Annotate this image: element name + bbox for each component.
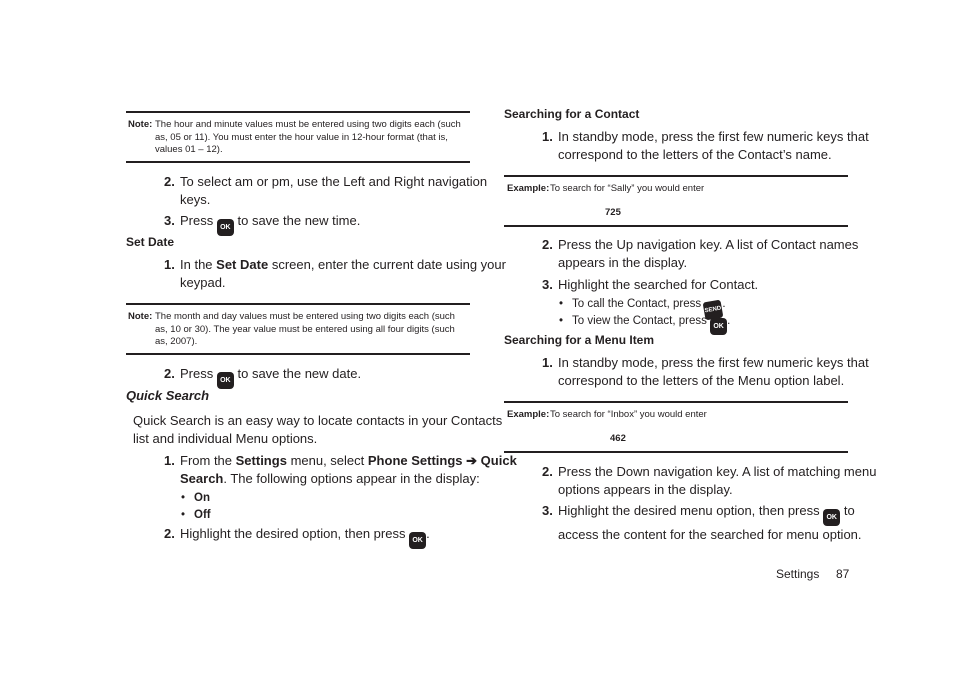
bullet-icon: • — [559, 298, 564, 310]
searching-contact-heading: Searching for a Contact — [504, 107, 640, 121]
step-text-after: to save the new time. — [237, 213, 361, 228]
example-inbox — [504, 401, 848, 453]
step-text-post: . The following options appear in the display: — [223, 471, 480, 486]
step-number: 2. — [542, 464, 553, 479]
footer-section-name: Settings — [776, 567, 820, 581]
note-label: Note: — [128, 119, 153, 130]
ok-key-icon: OK — [823, 509, 840, 526]
option-label: On — [194, 492, 210, 504]
bullet-label: To view the Contact, press — [572, 315, 707, 327]
send-key-icon: SEND — [703, 300, 724, 321]
step-text-pre: From the — [180, 453, 233, 468]
set-date-heading: Set Date — [126, 235, 175, 249]
step-text-before: Press — [180, 366, 214, 381]
set-date-term: Set Date — [216, 257, 269, 272]
bullet-icon: • — [181, 492, 186, 504]
example-value: 725 — [605, 207, 621, 218]
example-sally — [504, 175, 848, 227]
bullet-text — [572, 314, 730, 335]
step-text — [558, 463, 876, 499]
step-text-mid: menu, select — [290, 453, 365, 468]
step-line: options appears in the display. — [558, 482, 733, 497]
bullet-icon: • — [181, 509, 186, 521]
step-number: 3. — [164, 213, 175, 228]
step-number: 2. — [542, 237, 553, 252]
step-number: 2. — [164, 526, 175, 541]
step-text — [180, 256, 506, 292]
step-text — [558, 354, 869, 390]
step-text — [180, 173, 487, 209]
step-text — [180, 212, 360, 236]
phone-settings-term: Phone Settings — [367, 453, 463, 468]
note-label: Note: — [128, 311, 153, 322]
step-text — [558, 502, 862, 544]
step-number: 1. — [164, 257, 175, 272]
bullet-after: . — [727, 315, 731, 327]
step-line: correspond to the letters of the Contact’s name. — [558, 147, 832, 162]
step-text-after: to — [843, 503, 855, 518]
step-text-before: Press — [180, 213, 214, 228]
step-line: In standby mode, press the first few numeric keys that — [558, 129, 869, 144]
step-text — [180, 452, 517, 488]
step-text — [558, 236, 858, 272]
step-line: Press the Down navigation key. A list of matching menu — [558, 464, 877, 479]
step-text-pre: In the — [180, 257, 213, 272]
para-line: list and individual Menu options. — [133, 431, 318, 446]
step-line: access the content for the searched for menu option. — [558, 527, 862, 542]
example-text: To search for “Inbox” you would enter — [550, 409, 707, 420]
settings-term: Settings — [235, 453, 287, 468]
searching-menu-heading: Searching for a Menu Item — [504, 333, 655, 347]
bullet-label: To call the Contact, press — [572, 298, 702, 310]
option-label: Off — [194, 509, 211, 521]
step-text-after: to save the new date. — [237, 366, 362, 381]
step-number: 1. — [542, 355, 553, 370]
ok-key-icon: OK — [409, 532, 426, 549]
note-text: The hour and minute values must be entered using two digits each (such as, 05 or 11). You must enter the hour value in 12-hour format (that is, values 01 – 12). — [155, 119, 461, 155]
example-label: Example: — [507, 183, 550, 194]
step-number: 2. — [164, 366, 175, 381]
step-line: To select am or pm, use the Left and Right navigation — [180, 174, 488, 189]
step-text — [180, 365, 361, 389]
step-number: 2. — [164, 174, 175, 189]
step-text-after: . — [426, 526, 430, 541]
quick-term: Quick — [480, 453, 517, 468]
step-text — [180, 525, 430, 549]
step-number: 3. — [542, 277, 553, 292]
example-text: To search for “Sally” you would enter — [550, 183, 705, 194]
step-line: Press the Up navigation key. A list of Contact names — [558, 237, 859, 252]
para-line: Quick Search is an easy way to locate contacts in your Contacts — [133, 413, 503, 428]
step-line: In standby mode, press the first few numeric keys that — [558, 355, 869, 370]
quick-search-description — [133, 412, 503, 448]
step-text-before: Highlight the desired menu option, then press — [558, 503, 820, 518]
step-line: keys. — [180, 192, 211, 207]
search-term: Search — [180, 471, 224, 486]
ok-key-icon: OK — [217, 219, 234, 236]
step-line: appears in the display. — [558, 255, 688, 270]
note-date-format — [126, 303, 470, 355]
page-number: 87 — [836, 567, 850, 581]
step-number: 1. — [542, 129, 553, 144]
example-label: Example: — [507, 409, 550, 420]
step-number: 1. — [164, 453, 175, 468]
note-time-format — [126, 111, 470, 163]
bullet-after: . — [722, 298, 726, 310]
step-text: Highlight the searched for Contact. — [558, 277, 759, 292]
arrow-icon: ➔ — [466, 453, 478, 468]
note-text: The month and day values must be entered using two digits each (such as, 10 or 30). The year value must be entered using all four digits (such as, 2007). — [155, 311, 455, 347]
quick-search-heading: Quick Search — [126, 388, 210, 403]
step-line: correspond to the letters of the Menu option label. — [558, 373, 845, 388]
ok-key-icon: OK — [217, 372, 234, 389]
step-number: 3. — [542, 503, 553, 518]
step-text-before: Highlight the desired option, then press — [180, 526, 406, 541]
step-text-post: screen, enter the current date using your — [271, 257, 506, 272]
example-value: 462 — [610, 433, 626, 444]
bullet-icon: • — [559, 315, 564, 327]
step-line: keypad. — [180, 275, 226, 290]
ok-key-icon: OK — [710, 318, 727, 335]
step-text — [558, 128, 869, 164]
